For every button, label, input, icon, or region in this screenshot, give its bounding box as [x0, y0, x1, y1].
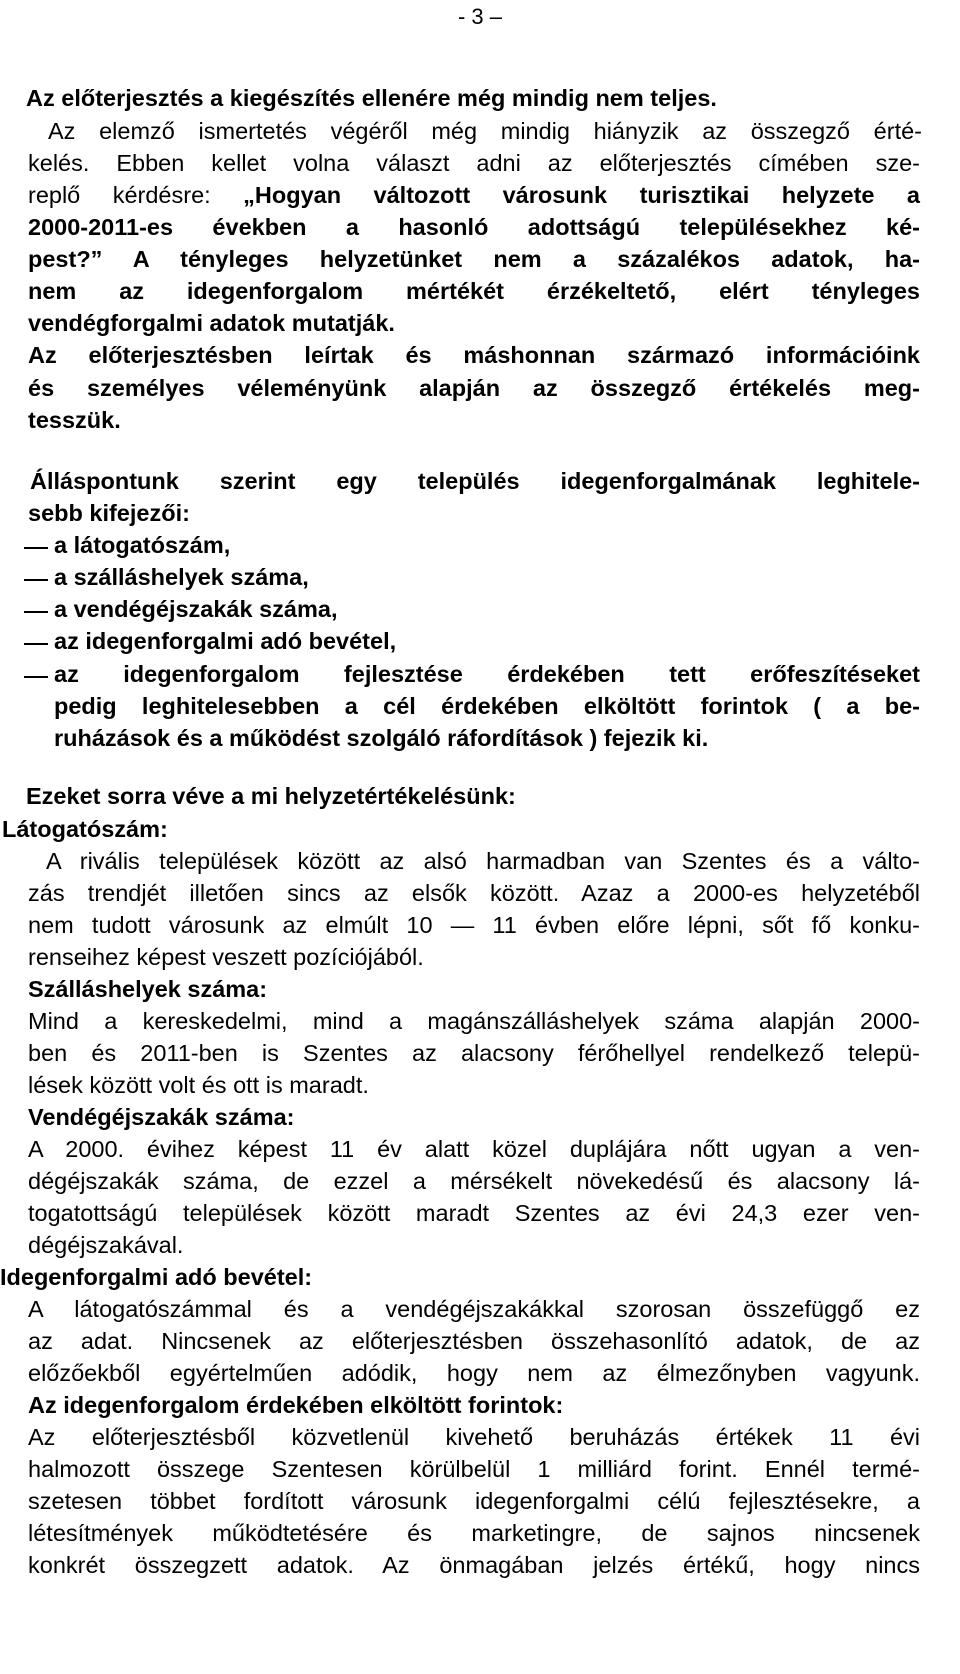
list-dash [24, 611, 48, 613]
text-line: és személyes véleményünk alapján az összegző értékelés meg- [28, 375, 920, 401]
list-dash [24, 676, 48, 678]
text-line: halmozott összege Szentesen körülbelül 1 milliárd forint. Ennél termé- [28, 1456, 920, 1482]
text-line: tesszük. [28, 407, 121, 433]
section-heading: Szálláshelyek száma: [28, 976, 268, 1002]
text-line: az adat. Nincsenek az előterjesztésben összehasonlító adatok, de az [28, 1328, 920, 1354]
text-line: A látogatószámmal és a vendégéjszakákkal szorosan összefüggő ez [28, 1296, 920, 1322]
section-heading: Ezeket sorra véve a mi helyzetértékelésünk: [26, 783, 516, 809]
text-line: konkrét összegzett adatok. Az önmagában jelzés értékű, hogy nincs [28, 1552, 920, 1578]
list-item: a szálláshelyek száma, [54, 564, 309, 590]
text-line: Az elemző ismertetés végéről még mindig hiányzik az összegző érté- [48, 118, 922, 144]
list-item: az idegenforgalom fejlesztése érdekében tett erőfeszítéseket [54, 661, 920, 687]
text-line: sebb kifejezői: [28, 500, 190, 526]
text-line: kelés. Ebben kellet volna választ adni az előterjesztés címében sze- [28, 150, 920, 176]
text-span-bold: „Hogyan változott városunk turisztikai helyzete a [243, 182, 920, 208]
text-line: Az előterjesztésben leírtak és máshonnan származó információink [28, 342, 920, 368]
text-line: togatottságú települések között maradt Szentes az évi 24,3 ezer ven- [28, 1200, 920, 1226]
page-number: - 3 – [457, 4, 503, 29]
text-line: nem az idegenforgalom mértékét érzékeltető, elért tényleges [28, 278, 920, 304]
section-heading: Az idegenforgalom érdekében elköltött forintok: [28, 1392, 564, 1418]
text-line: vendégforgalmi adatok mutatják. [28, 310, 395, 336]
list-dash [24, 579, 48, 581]
list-item: a vendégéjszakák száma, [54, 596, 338, 622]
text-line: ben és 2011-ben is Szentes az alacsony férőhellyel rendelkező telepü- [28, 1040, 920, 1066]
section-heading: Vendégéjszakák száma: [28, 1104, 295, 1130]
text-line: Az előterjesztés a kiegészítés ellenére még mindig nem teljes. [26, 85, 717, 111]
section-heading: Látogatószám: [2, 816, 168, 842]
text-line: nem tudott városunk az elmúlt 10 — 11 évben előre lépni, sőt fő konku- [28, 912, 920, 938]
list-item: az idegenforgalmi adó bevétel, [54, 628, 397, 654]
text-line [28, 180, 920, 210]
list-item: a látogatószám, [54, 532, 231, 558]
list-item: pedig leghitelesebben a cél érdekében elköltött forintok ( a be- [54, 693, 920, 719]
list-item: ruházások és a működést szolgáló ráfordítások ) fejezik ki. [54, 725, 709, 751]
list-dash [24, 643, 48, 645]
text-line: dégéjszakák száma, de ezzel a mérsékelt növekedésű és alacsony lá- [28, 1168, 920, 1194]
text-line: előzőekből egyértelműen adódik, hogy nem az élmezőnyben vagyunk. [28, 1360, 920, 1386]
text-line: Mind a kereskedelmi, mind a magánszálláshelyek száma alapján 2000- [28, 1008, 920, 1034]
text-line: renseihez képest veszett pozíciójából. [28, 944, 424, 970]
text-line: A 2000. évihez képest 11 év alatt közel duplájára nőtt ugyan a ven- [28, 1136, 920, 1162]
text-line: szetesen többet fordított városunk idegenforgalmi célú fejlesztésekre, a [28, 1488, 920, 1514]
text-line: létesítmények működtetésére és marketingre, de sajnos nincsenek [28, 1520, 920, 1546]
text-line: Álláspontunk szerint egy település idegenforgalmának leghitele- [30, 468, 920, 494]
text-line: lések között volt és ott is maradt. [28, 1072, 369, 1098]
text-line: Az előterjesztésből közvetlenül kivehető beruházás értékek 11 évi [28, 1424, 920, 1450]
text-span: replő kérdésre: [28, 182, 244, 208]
text-line: dégéjszakával. [28, 1232, 184, 1258]
list-dash [24, 547, 48, 549]
text-line: zás trendjét illetően sincs az elsők között. Azaz a 2000-es helyzetéből [28, 880, 920, 906]
text-line: 2000-2011-es években a hasonló adottságú településekhez ké- [28, 214, 920, 240]
text-line: pest?” A tényleges helyzetünket nem a százalékos adatok, ha- [28, 246, 920, 272]
section-heading: Idegenforgalmi adó bevétel: [0, 1264, 313, 1290]
text-line: A rivális települések között az alsó harmadban van Szentes és a válto- [46, 848, 920, 874]
